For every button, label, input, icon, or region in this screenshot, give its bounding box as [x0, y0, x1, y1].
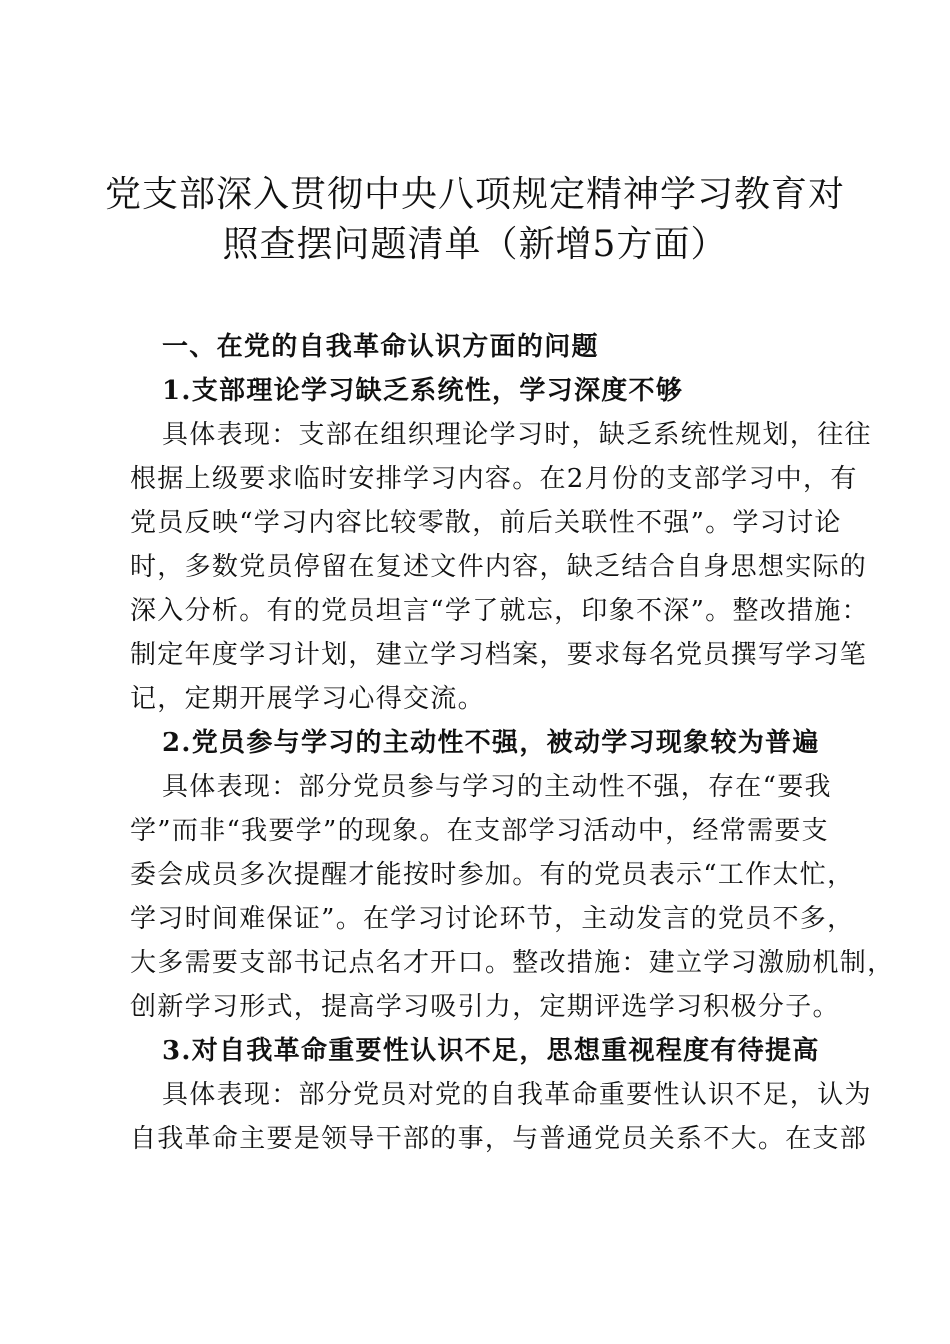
paragraph-line: 深入分析。有的党员坦言“学了就忘，印象不深”。整改措施： [130, 596, 869, 626]
paragraph-line: 学习时间难保证”。在学习讨论环节，主动发言的党员不多， [130, 904, 855, 934]
section-heading: 1.支部理论学习缺乏系统性，学习深度不够 [162, 376, 684, 406]
paragraph-line: 自我革命主要是领导干部的事，与普通党员关系不大。在支部 [130, 1124, 868, 1154]
paragraph-line: 党员反映“学习内容比较零散，前后关联性不强”。学习讨论 [130, 508, 842, 538]
paragraph-line: 记，定期开展学习心得交流。 [130, 684, 485, 714]
paragraph-line: 根据上级要求临时安排学习内容。在2月份的支部学习中，有 [130, 464, 858, 494]
paragraph-line: 制定年度学习计划，建立学习档案，要求每名党员撰写学习笔 [130, 640, 868, 670]
document-title-line-2: 照查摆问题清单（新增5方面） [222, 224, 728, 265]
paragraph-line: 时，多数党员停留在复述文件内容，缺乏结合自身思想实际的 [130, 552, 868, 582]
paragraph-line: 具体表现：支部在组织理论学习时，缺乏系统性规划，往往 [162, 420, 872, 450]
paragraph-line: 具体表现：部分党员参与学习的主动性不强，存在“要我 [162, 772, 832, 802]
paragraph-line: 大多需要支部书记点名才开口。整改措施：建立学习激励机制， [130, 948, 895, 978]
paragraph-line: 委会成员多次提醒才能按时参加。有的党员表示“工作太忙， [130, 860, 855, 890]
paragraph-line: 创新学习形式，提高学习吸引力，定期评选学习积极分子。 [130, 992, 840, 1022]
section-heading: 一、在党的自我革命认识方面的问题 [162, 332, 599, 362]
document-title-line-1: 党支部深入贯彻中央八项规定精神学习教育对 [104, 174, 845, 215]
paragraph-line: 具体表现：部分党员对党的自我革命重要性认识不足，认为 [162, 1080, 872, 1110]
section-heading: 2.党员参与学习的主动性不强，被动学习现象较为普遍 [162, 728, 820, 758]
paragraph-line: 学”而非“我要学”的现象。在支部学习活动中，经常需要支 [130, 816, 829, 846]
section-heading: 3.对自我革命重要性认识不足，思想重视程度有待提高 [162, 1036, 820, 1066]
